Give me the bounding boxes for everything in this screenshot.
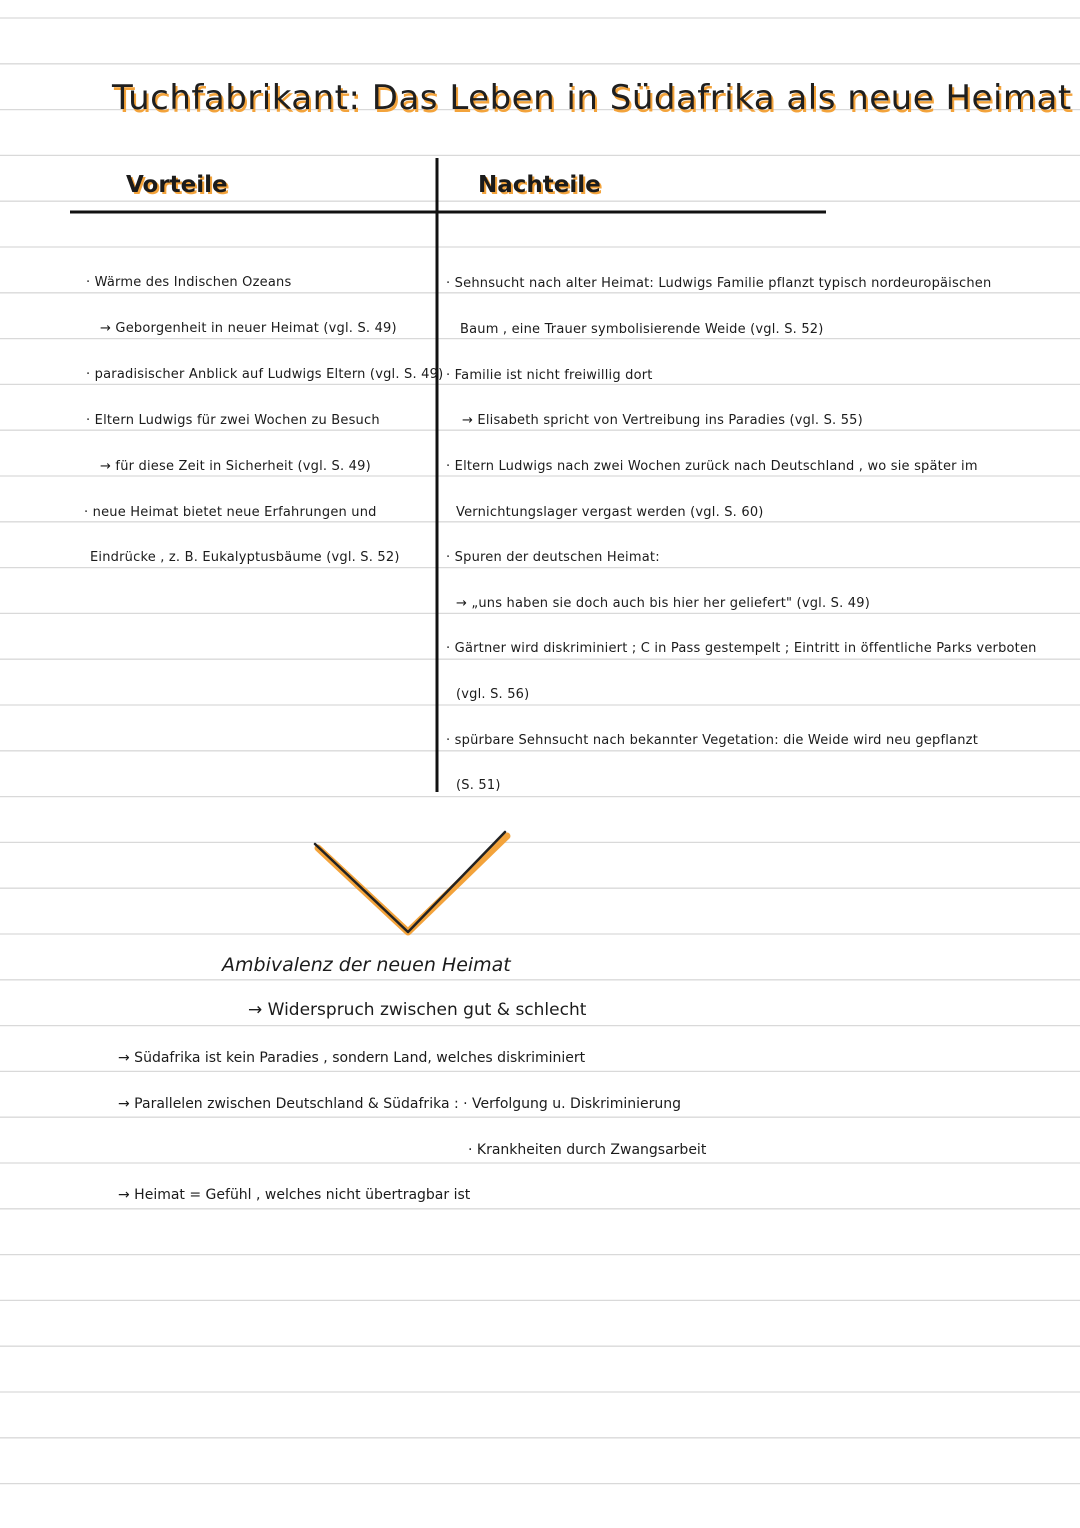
nachteile-item: · Eltern Ludwigs nach zwei Wochen zurück nach Deutschland , wo sie später im — [446, 459, 978, 474]
summary-subtitle: → Widerspruch zwischen gut & schlecht — [248, 1000, 587, 1020]
nachteile-item: · spürbare Sehnsucht nach bekannter Vegetation: die Weide wird neu gepflanzt — [446, 733, 978, 748]
nachteile-item: Baum , eine Trauer symbolisierende Weide (vgl. S. 52) — [460, 322, 824, 337]
vorteile-item: → für diese Zeit in Sicherheit (vgl. S. 49) — [100, 459, 371, 474]
summary-title: Ambivalenz der neuen Heimat — [222, 954, 511, 976]
column-header-vorteile: Vorteile — [126, 172, 228, 198]
page-title: Tuchfabrikant: Das Leben in Südafrika als neue Heimat — [112, 78, 1072, 118]
nachteile-item: · Familie ist nicht freiwillig dort — [446, 368, 653, 383]
nachteile-item: · Gärtner wird diskriminiert ; C in Pass gestempelt ; Eintritt in öffentliche Parks verboten — [446, 641, 1037, 656]
vorteile-item: Eindrücke , z. B. Eukalyptusbäume (vgl. S. 52) — [90, 550, 400, 565]
column-header-nachteile: Nachteile — [478, 172, 601, 198]
vorteile-item: · Wärme des Indischen Ozeans — [86, 275, 292, 290]
summary-point: → Südafrika ist kein Paradies , sondern Land, welches diskriminiert — [118, 1050, 586, 1066]
summary-point: → Parallelen zwischen Deutschland & Südafrika : · Verfolgung u. Diskriminierung — [118, 1096, 682, 1112]
nachteile-item: · Sehnsucht nach alter Heimat: Ludwigs Familie pflanzt typisch nordeuropäischen — [446, 276, 992, 291]
summary-point: · Krankheiten durch Zwangsarbeit — [468, 1142, 707, 1158]
chevron-down-icon — [318, 836, 507, 932]
nachteile-item: → Elisabeth spricht von Vertreibung ins Paradies (vgl. S. 55) — [462, 413, 863, 428]
nachteile-item: · Spuren der deutschen Heimat: — [446, 550, 660, 565]
vorteile-item: · paradisischer Anblick auf Ludwigs Eltern (vgl. S. 49) — [86, 367, 444, 382]
summary-point: → Heimat = Gefühl , welches nicht übertragbar ist — [118, 1187, 471, 1203]
nachteile-item: Vernichtungslager vergast werden (vgl. S. 60) — [456, 505, 764, 520]
nachteile-item: (S. 51) — [456, 778, 501, 793]
vorteile-item: · Eltern Ludwigs für zwei Wochen zu Besuch — [86, 413, 380, 428]
nachteile-item: (vgl. S. 56) — [456, 687, 530, 702]
nachteile-item: → „uns haben sie doch auch bis hier her geliefert" (vgl. S. 49) — [456, 596, 870, 611]
vorteile-item: → Geborgenheit in neuer Heimat (vgl. S. 49) — [100, 321, 397, 336]
vorteile-item: · neue Heimat bietet neue Erfahrungen und — [84, 505, 377, 520]
